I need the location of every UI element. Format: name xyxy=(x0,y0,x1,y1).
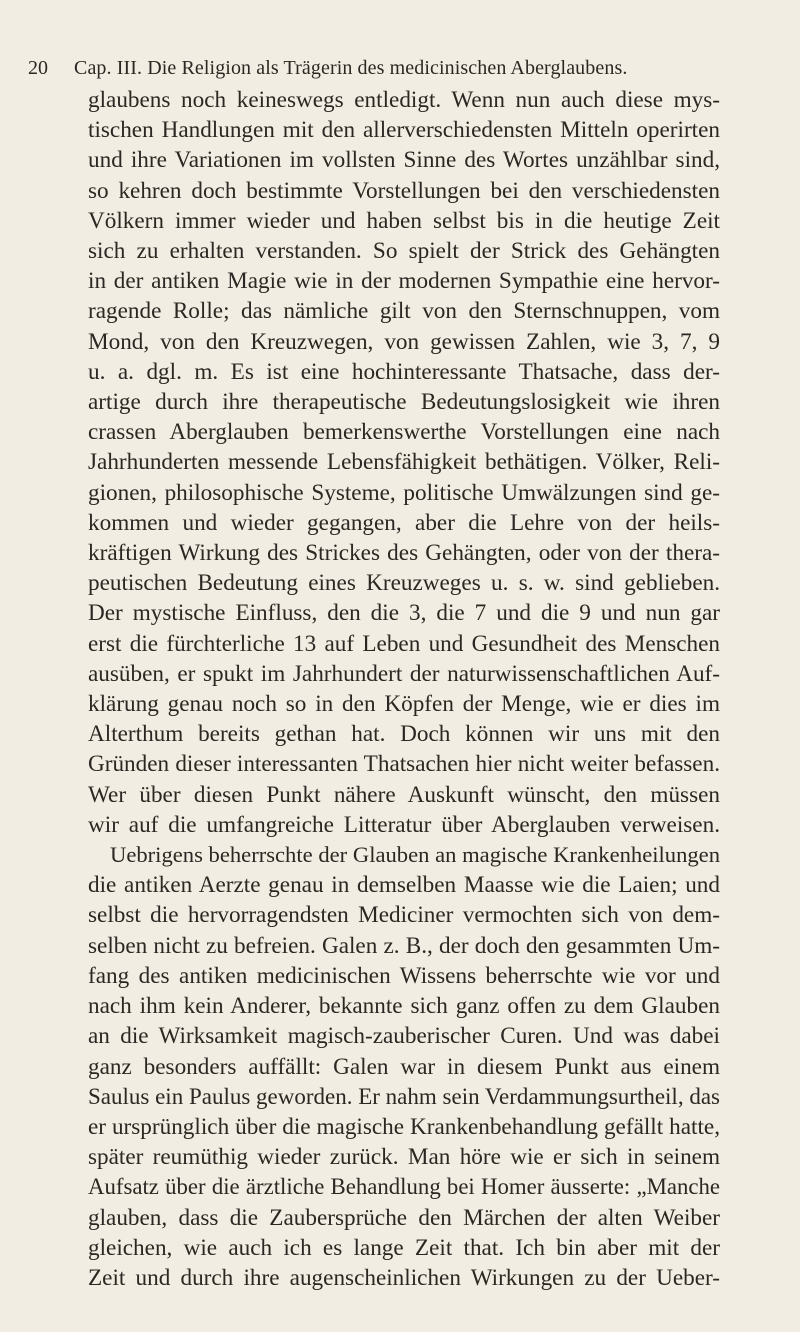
text-line: Gründen dieser interessanten Thatsachen hier nicht weiter befassen. xyxy=(88,751,720,778)
text-line: wir auf die umfangreiche Litteratur über Aberglauben verweisen. xyxy=(88,811,720,838)
text-line: glauben, dass die Zaubersprüche den Märchen der alten Weiber xyxy=(88,1204,720,1231)
text-line: artige durch ihre therapeutische Bedeutungslosigkeit wie ihren xyxy=(88,389,720,416)
text-line: klärung genau noch so in den Köpfen der Menge, wie er dies im xyxy=(88,691,720,718)
text-line: selbst die hervorragendsten Mediciner vermochten sich von dem- xyxy=(88,902,720,929)
text-line: ausüben, er spukt im Jahrhundert der naturwissenschaftlichen Auf- xyxy=(88,660,720,687)
text-line: peutischen Bedeutung eines Kreuzweges u. s. w. sind geblieben. xyxy=(88,570,720,597)
text-line: Jahrhunderten messende Lebensfähigkeit bethätigen. Völker, Reli- xyxy=(88,449,720,476)
text-line: selben nicht zu befreien. Galen z. B., der doch den gesammten Um- xyxy=(88,932,720,959)
text-line: kommen und wieder gegangen, aber die Lehre von der heils- xyxy=(88,509,720,536)
text-line: an die Wirksamkeit magisch-zauberischer Curen. Und was dabei xyxy=(88,1023,720,1050)
text-line: erst die fürchterliche 13 auf Leben und Gesundheit des Menschen xyxy=(88,630,720,657)
text-line: Saulus ein Paulus geworden. Er nahm sein Verdammungsurtheil, das xyxy=(88,1083,720,1109)
text-line: crassen Aberglauben bemerkenswerthe Vorstellungen eine nach xyxy=(88,419,720,446)
text-line: ganz besonders auffällt: Galen war in diesem Punkt aus einem xyxy=(88,1053,720,1080)
text-line: er ursprünglich über die magische Krankenbehandlung gefällt hatte, xyxy=(88,1113,720,1140)
text-line: Uebrigens beherrschte der Glauben an magische Krankenheilungen xyxy=(110,842,720,868)
text-line: u. a. dgl. m. Es ist eine hochinteressante Thatsache, dass der- xyxy=(88,358,720,385)
text-line: gionen, philosophische Systeme, politische Umwälzungen sind ge- xyxy=(88,479,720,506)
text-line: Der mystische Einfluss, den die 3, die 7 und die 9 und nun gar xyxy=(88,600,720,627)
text-line: ragende Rolle; das nämliche gilt von den Sternschnuppen, vom xyxy=(88,298,720,325)
text-line: Aufsatz über die ärztliche Behandlung bei Homer äusserte: „Manche xyxy=(88,1174,720,1200)
running-head: Cap. III. Die Religion als Trägerin des medicinischen Aberglaubens. xyxy=(74,57,628,79)
body-text xyxy=(88,85,720,1293)
text-line: Alterthum bereits gethan hat. Doch können wir uns mit den xyxy=(88,721,720,748)
text-line: Wer über diesen Punkt nähere Auskunft wünscht, den müssen xyxy=(88,781,720,808)
text-line: nach ihm kein Anderer, bekannte sich ganz offen zu dem Glauben xyxy=(88,993,720,1020)
text-line: glaubens noch keineswegs entledigt. Wenn nun auch diese mys- xyxy=(88,87,720,113)
text-line: gleichen, wie auch ich es lange Zeit that. Ich bin aber mit der xyxy=(88,1234,720,1261)
text-line: Völkern immer wieder und haben selbst bis in die heutige Zeit xyxy=(88,207,720,234)
text-line: später reumüthig wieder zurück. Man höre wie er sich in seinem xyxy=(88,1144,720,1171)
page-number: 20 xyxy=(28,57,48,79)
text-line: so kehren doch bestimmte Vorstellungen bei den verschiedensten xyxy=(88,177,720,204)
text-line: und ihre Variationen im vollsten Sinne des Wortes unzählbar sind, xyxy=(88,147,720,174)
text-line: kräftigen Wirkung des Strickes des Gehängten, oder von der thera- xyxy=(88,540,720,567)
text-line: fang des antiken medicinischen Wissens beherrschte wie vor und xyxy=(88,962,720,989)
text-line: in der antiken Magie wie in der modernen Sympathie eine hervor- xyxy=(88,268,720,295)
text-line: tischen Handlungen mit den allerverschiedensten Mitteln operirten xyxy=(88,117,720,144)
text-line: Zeit und durch ihre augenscheinlichen Wirkungen zu der Ueber- xyxy=(88,1264,720,1291)
page-header xyxy=(28,52,738,84)
text-line: die antiken Aerzte genau in demselben Maasse wie die Laien; und xyxy=(88,872,720,899)
text-line: sich zu erhalten verstanden. So spielt der Strick des Gehängten xyxy=(88,238,720,265)
text-line: Mond, von den Kreuzwegen, von gewissen Zahlen, wie 3, 7, 9 xyxy=(88,328,720,355)
